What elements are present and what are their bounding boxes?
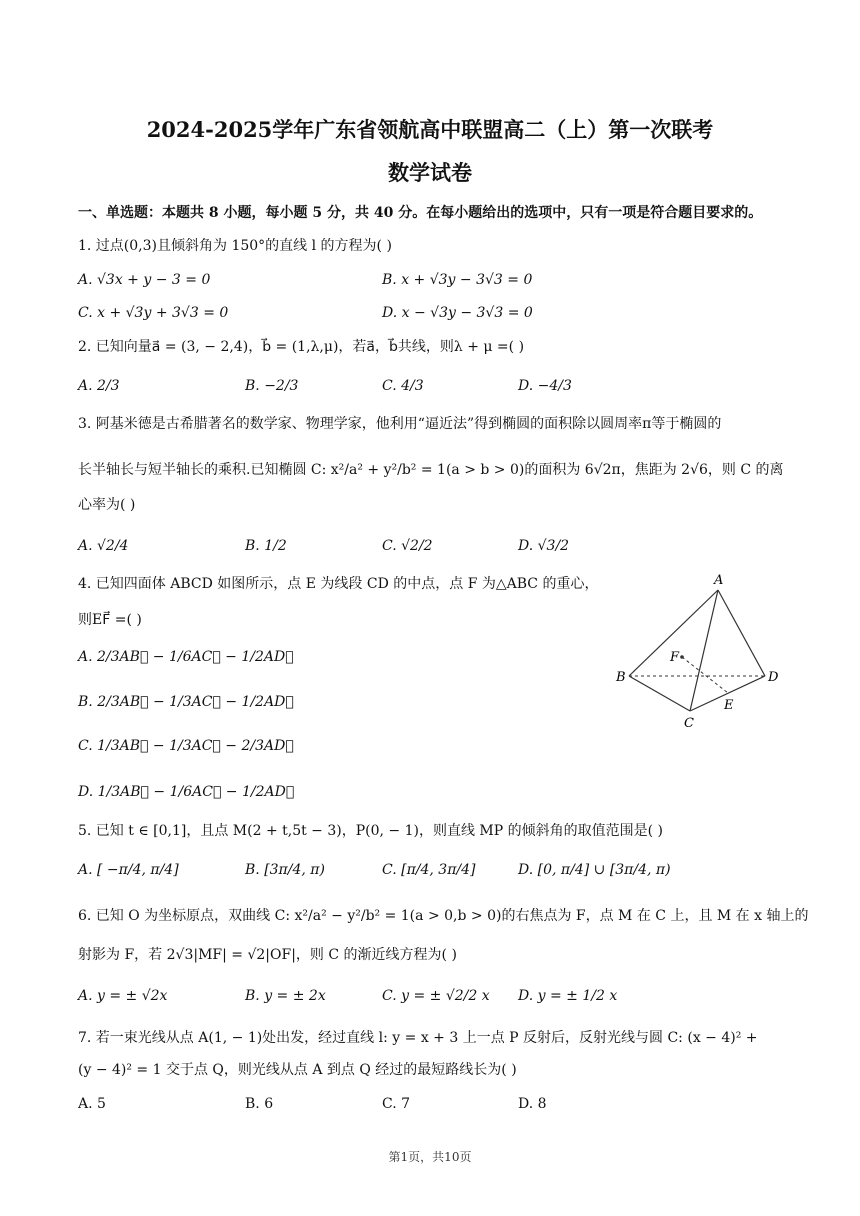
q5-stem: 5. 已知 t ∈ [0,1]，且点 M(2 + t,5t − 3)，P(0, − 1)，则直线 MP 的倾斜角的取值范围是( ) [78, 823, 663, 839]
q5-option-d: D. [0, π/4] ∪ [3π/4, π) [518, 862, 671, 878]
label-f: F [670, 650, 680, 665]
edge-bc [629, 676, 690, 711]
q5-option-c: C. [π/4, 3π/4] [382, 862, 476, 878]
q2-option-b: B. −2/3 [245, 378, 299, 394]
label-d: D [768, 670, 779, 685]
q3-option-a: A. √2/4 [78, 538, 129, 554]
q1-option-a: A. √3x + y − 3 = 0 [78, 272, 211, 288]
edge-ad [718, 590, 765, 676]
segment-fe [682, 657, 728, 693]
q5-option-a: A. [ −π/4, π/4] [78, 862, 179, 878]
q1-stem: 1. 过点(0,3)且倾斜角为 150°的直线 l 的方程为( ) [78, 238, 392, 254]
q1-option-d: D. x − √3y − 3√3 = 0 [382, 305, 533, 321]
q2-option-d: D. −4/3 [518, 378, 572, 394]
q1-option-c: C. x + √3y + 3√3 = 0 [78, 305, 229, 321]
q5-option-b: B. [3π/4, π) [245, 862, 325, 878]
q3-option-b: B. 1/2 [245, 538, 287, 554]
edge-ac [690, 590, 718, 711]
q3-line-1: 3. 阿基米德是古希腊著名的数学家、物理学家，他利用“逼近法”得到椭圆的面积除以圆周率π等于椭圆的 [78, 416, 722, 432]
q7-option-a: A. 5 [78, 1096, 106, 1112]
q1-option-b: B. x + √3y − 3√3 = 0 [382, 272, 533, 288]
q4-line-1: 4. 已知四面体 ABCD 如图所示，点 E 为线段 CD 的中点，点 F 为△ABC 的重心， [78, 576, 599, 592]
q7-line-2: (y − 4)² = 1 交于点 Q，则光线从点 A 到点 Q 经过的最短路线长为( ) [78, 1062, 517, 1078]
page-footer: 第1页，共10页 [388, 1150, 472, 1164]
q2-stem: 2. 已知向量a⃗ = (3, − 2,4)，b⃗ = (1,λ,μ)，若a⃗，b⃗共线，则λ + μ =( ) [78, 339, 525, 355]
q4-option-c: C. 1/3AB⃗ − 1/3AC⃗ − 2/3AD⃗ [78, 738, 294, 754]
q3-option-d: D. √3/2 [518, 538, 570, 554]
q4-option-b: B. 2/3AB⃗ − 1/3AC⃗ − 1/2AD⃗ [78, 694, 294, 710]
q6-option-a: A. y = ± √2x [78, 988, 168, 1004]
q2-option-a: A. 2/3 [78, 378, 120, 394]
label-c: C [684, 716, 694, 731]
q7-option-c: C. 7 [382, 1096, 411, 1112]
q6-option-b: B. y = ± 2x [245, 988, 326, 1004]
q4-option-d: D. 1/3AB⃗ − 1/6AC⃗ − 1/2AD⃗ [78, 784, 295, 800]
section-heading: 一、单选题：本题共 8 小题，每小题 5 分，共 40 分。在每小题给出的选项中，只有一项是符合题目要求的。 [78, 205, 763, 221]
q2-option-c: C. 4/3 [382, 378, 424, 394]
q7-option-d: D. 8 [518, 1096, 547, 1112]
q4-line-2: 则EF⃗ =( ) [78, 612, 142, 628]
q3-line-2: 长半轴长与短半轴长的乘积.已知椭圆 C: x²/a² + y²/b² = 1(a > b > 0)的面积为 6√2π，焦距为 2√6，则 C 的离 [78, 462, 784, 478]
page-title: 2024-2025学年广东省领航高中联盟高二（上）第一次联考 [146, 117, 714, 142]
q6-line-1: 6. 已知 O 为坐标原点，双曲线 C: x²/a² − y²/b² = 1(a > 0,b > 0)的右焦点为 F，点 M 在 C 上，且 M 在 x 轴上的 [78, 908, 809, 924]
q7-option-b: B. 6 [245, 1096, 274, 1112]
q6-option-c: C. y = ± √2/2 x [382, 988, 490, 1004]
label-e: E [724, 698, 734, 713]
q3-line-3: 心率为( ) [78, 497, 136, 513]
point-f [680, 655, 684, 659]
q4-option-a: A. 2/3AB⃗ − 1/6AC⃗ − 1/2AD⃗ [78, 649, 294, 665]
q3-option-c: C. √2/2 [382, 538, 433, 554]
q7-line-1: 7. 若一束光线从点 A(1, − 1)处出发，经过直线 l: y = x + 3 上一点 P 反射后，反射光线与圆 C: (x − 4)² + [78, 1030, 758, 1046]
q6-line-2: 射影为 F，若 2√3|MF| = √2|OF|，则 C 的渐近线方程为( ) [78, 947, 457, 963]
label-a: A [714, 573, 724, 588]
label-b: B [616, 670, 626, 685]
q6-option-d: D. y = ± 1/2 x [518, 988, 618, 1004]
page-subtitle: 数学试卷 [388, 160, 472, 185]
tetrahedron-figure [600, 565, 800, 735]
